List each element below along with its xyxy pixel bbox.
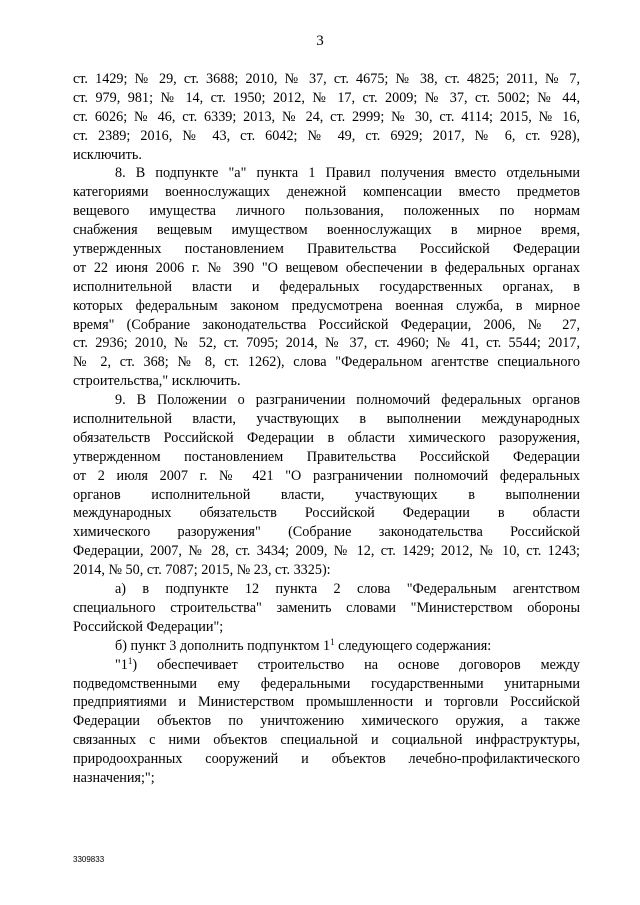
document-body	[73, 70, 580, 788]
paragraph-line: исполнительной власти и федеральных государственных органах, в	[73, 278, 580, 295]
paragraph-item-8	[73, 164, 580, 391]
paragraph-line: ст. 1429; № 29, ст. 3688; 2010, № 37, ст. 4675; № 38, ст. 4825; 2011, № 7,	[73, 71, 580, 87]
quote-first-line: "$1^1$) обеспечивает строительство на основе договоров между	[115, 655, 580, 673]
paragraph-line: ст. 2389; 2016, № 43, ст. 6042; № 49, ст. 6929; 2017, № 6, ст. 928),	[73, 127, 580, 144]
quote-line: предприятиями и Министерством промышленности и торговли Российской	[73, 694, 580, 711]
quote-line: подведомственными ему федеральными государственными унитарными	[73, 675, 580, 692]
subitem-b	[73, 637, 580, 656]
paragraph-line: снабжения вещевым имуществом военнослужащих в мирное время,	[73, 222, 580, 239]
paragraph-line: исполнительной власти, участвующих в выполнении международных	[73, 411, 580, 428]
paragraph-line: Федерации, 2007, № 28, ст. 3434; 2009, № 12, ст. 1429; 2012, № 10, ст. 1243;	[73, 543, 580, 560]
paragraph-line: 8. В подпункте "а" пункта 1 Правил получения вместо отдельными	[115, 165, 580, 182]
quote-line: Федерации объектов по уничтожению химического оружия, а также	[73, 713, 580, 730]
document-code: 3309833	[73, 855, 105, 864]
subitem-b-line: б) пункт 3 дополнить подпунктом $1^1$ следующего содержания:	[115, 636, 492, 654]
quoted-subitem	[73, 656, 580, 788]
paragraph-line: строительства," исключить.	[73, 373, 241, 390]
quote-line: назначения;";	[73, 769, 155, 786]
paragraph-line: категориями военнослужащих денежной компенсации вместо предметов	[73, 184, 580, 201]
paragraph-line: а) в подпункте 12 пункта 2 слова "Федеральным агентством	[115, 581, 580, 598]
paragraph-line: обязательств Российской Федерации в области химического разоружения,	[73, 429, 580, 446]
paragraph-line: время" (Собрание законодательства Российской Федерации, 2006, № 27,	[73, 316, 580, 333]
paragraph-line: органов исполнительной власти, участвующих в выполнении	[73, 486, 580, 503]
superscript: 1	[127, 655, 133, 666]
paragraph-line: которых федеральным законом предусмотрена военная служба, в мирное	[73, 297, 580, 314]
paragraph-line: Российской Федерации";	[73, 618, 224, 635]
paragraph-line: от 2 июля 2007 г. № 421 "О разграничении полномочий федеральных	[73, 467, 580, 484]
paragraph-line: ст. 979, 981; № 14, ст. 1950; 2012, № 17, ст. 2009; № 37, ст. 5002; № 44,	[73, 89, 580, 106]
paragraph-continuation	[73, 70, 580, 164]
paragraph-line: утвержденных постановлением Правительства Российской Федерации	[73, 241, 580, 258]
quote-line: природоохранных сооружений и объектов лечебно-профилактического	[73, 751, 580, 768]
paragraph-line: ст. 6026; № 46, ст. 6339; 2013, № 24, ст. 2999; № 30, ст. 4114; 2015, № 16,	[73, 108, 580, 125]
paragraph-line: химического разоружения" (Собрание законодательства Российской	[73, 524, 580, 541]
paragraphs	[73, 70, 580, 637]
paragraph-line: ст. 2936; 2010, № 52, ст. 7095; 2014, № 37, ст. 4960; № 41, ст. 5544; 2017,	[73, 335, 580, 352]
paragraph-line: 9. В Положении о разграничении полномочий федеральных органов	[115, 392, 580, 409]
paragraph-line: международных обязательств Российской Федерации в области	[73, 505, 580, 522]
quote-lines	[73, 675, 580, 788]
paragraph-line: вещевого имущества личного пользования, положенных по нормам	[73, 203, 580, 220]
paragraph-line: утвержденном постановлением Правительства Российской Федерации	[73, 448, 580, 465]
quote-line: связанных с ними объектов специальной и социальной инфраструктуры,	[73, 732, 580, 749]
paragraph-item-9	[73, 391, 580, 580]
paragraph-line: № 2, ст. 368; № 8, ст. 1262), слова "Федеральном агентстве специального	[73, 354, 580, 371]
superscript: 1	[330, 636, 335, 647]
paragraph-subitem-a	[73, 580, 580, 637]
page-number: 3	[316, 33, 324, 49]
paragraph-line: специального строительства" заменить словами "Министерством обороны	[73, 599, 580, 616]
paragraph-line: исключить.	[73, 146, 142, 163]
paragraph-line: от 22 июня 2006 г. № 390 "О вещевом обеспечении в федеральных органах	[73, 259, 580, 276]
paragraph-line: 2014, № 50, ст. 7087; 2015, № 23, ст. 3325):	[73, 562, 331, 579]
